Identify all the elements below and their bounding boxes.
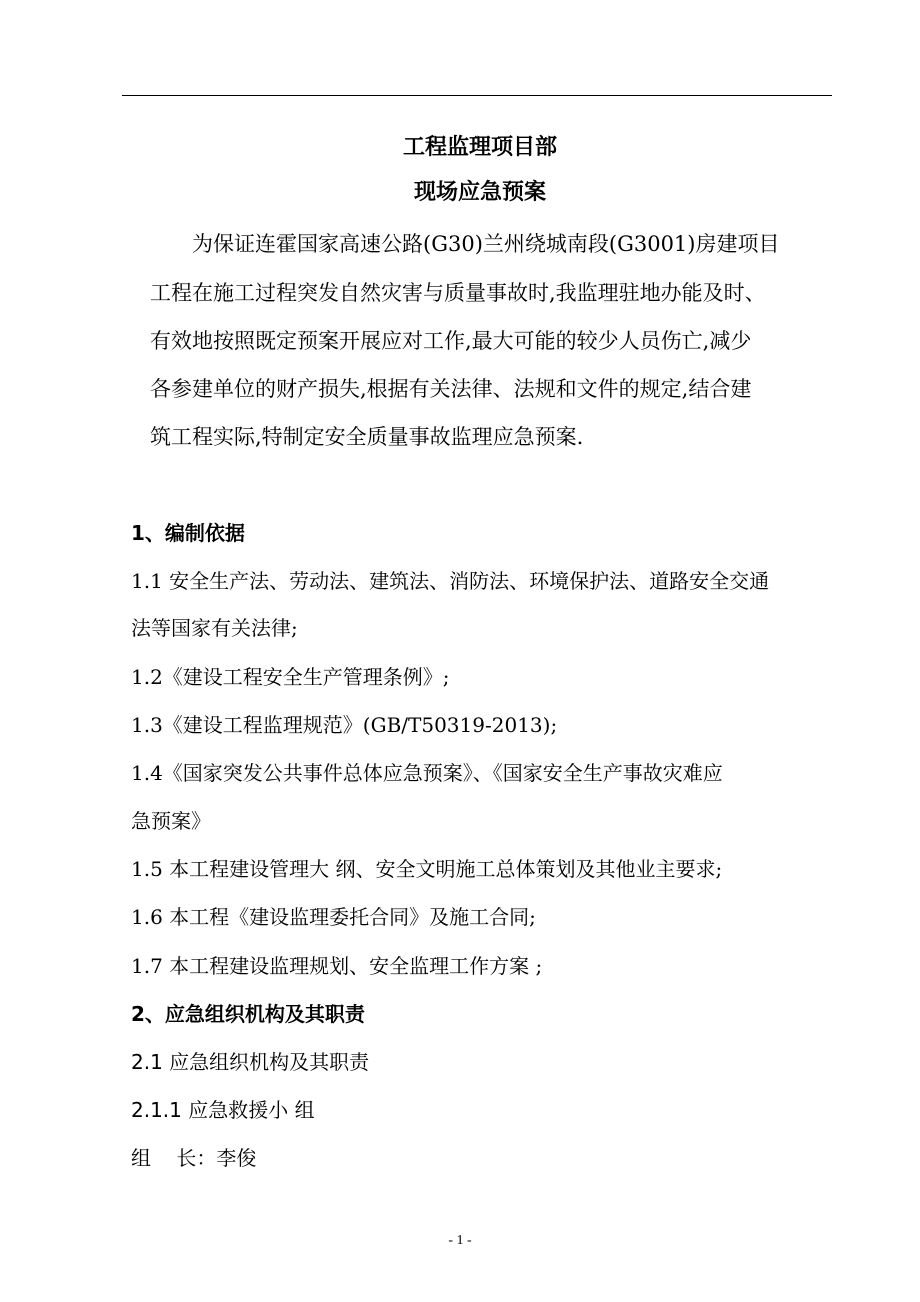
basis-item-1-5: 1.5 本工程建设管理大 纲、安全文明施工总体策划及其他业主要求; [131, 857, 723, 881]
basis-item-1-3: 1.3《建设工程监理规范》(GB/T50319-2013); [131, 713, 558, 737]
basis-item-1-1-cont: 法等国家有关法律; [131, 616, 298, 640]
header-rule [122, 95, 832, 96]
intro-line-2: 工程在施工过程突发自然灾害与质量事故时,我监理驻地办能及时、 [150, 281, 766, 305]
basis-item-1-1: 1.1 安全生产法、劳动法、建筑法、消防法、环境保护法、道路安全交通 [131, 569, 770, 593]
basis-item-1-2: 1.2《建设工程安全生产管理条例》; [131, 665, 450, 689]
section2-sub2: 2.1.1 应急救援小 组 [131, 1098, 315, 1122]
section2-sub1: 2.1 应急组织机构及其职责 [131, 1050, 370, 1074]
intro-line-1: 为保证连霍国家高速公路(G30)兰州绕城南段(G3001)房建项目 [192, 232, 780, 256]
basis-item-1-7: 1.7 本工程建设监理规划、安全监理工作方案 ; [131, 954, 543, 978]
intro-line-3: 有效地按照既定预案开展应对工作,最大可能的较少人员伤亡,减少 [150, 329, 752, 353]
basis-item-1-6: 1.6 本工程《建设监理委托合同》及施工合同; [131, 905, 536, 929]
page-number: - 1 - [448, 1233, 472, 1248]
intro-line-5: 筑工程实际,特制定安全质量事故监理应急预案. [150, 425, 584, 449]
basis-item-1-4-cont: 急预案》 [131, 809, 211, 833]
document-subtitle: 现场应急预案 [413, 180, 546, 205]
intro-line-4: 各参建单位的财产损失,根据有关法律、法规和文件的规定,结合建 [150, 377, 752, 401]
document-title: 工程监理项目部 [402, 135, 557, 160]
team-leader: 组 长：李俊 [131, 1146, 257, 1170]
section1-heading: 1、编制依据 [131, 521, 245, 545]
basis-item-1-4: 1.4《国家突发公共事件总体应急预案》、《国家安全生产事故灾难应 [131, 761, 723, 785]
section2-heading: 2、应急组织机构及其职责 [131, 1002, 365, 1026]
